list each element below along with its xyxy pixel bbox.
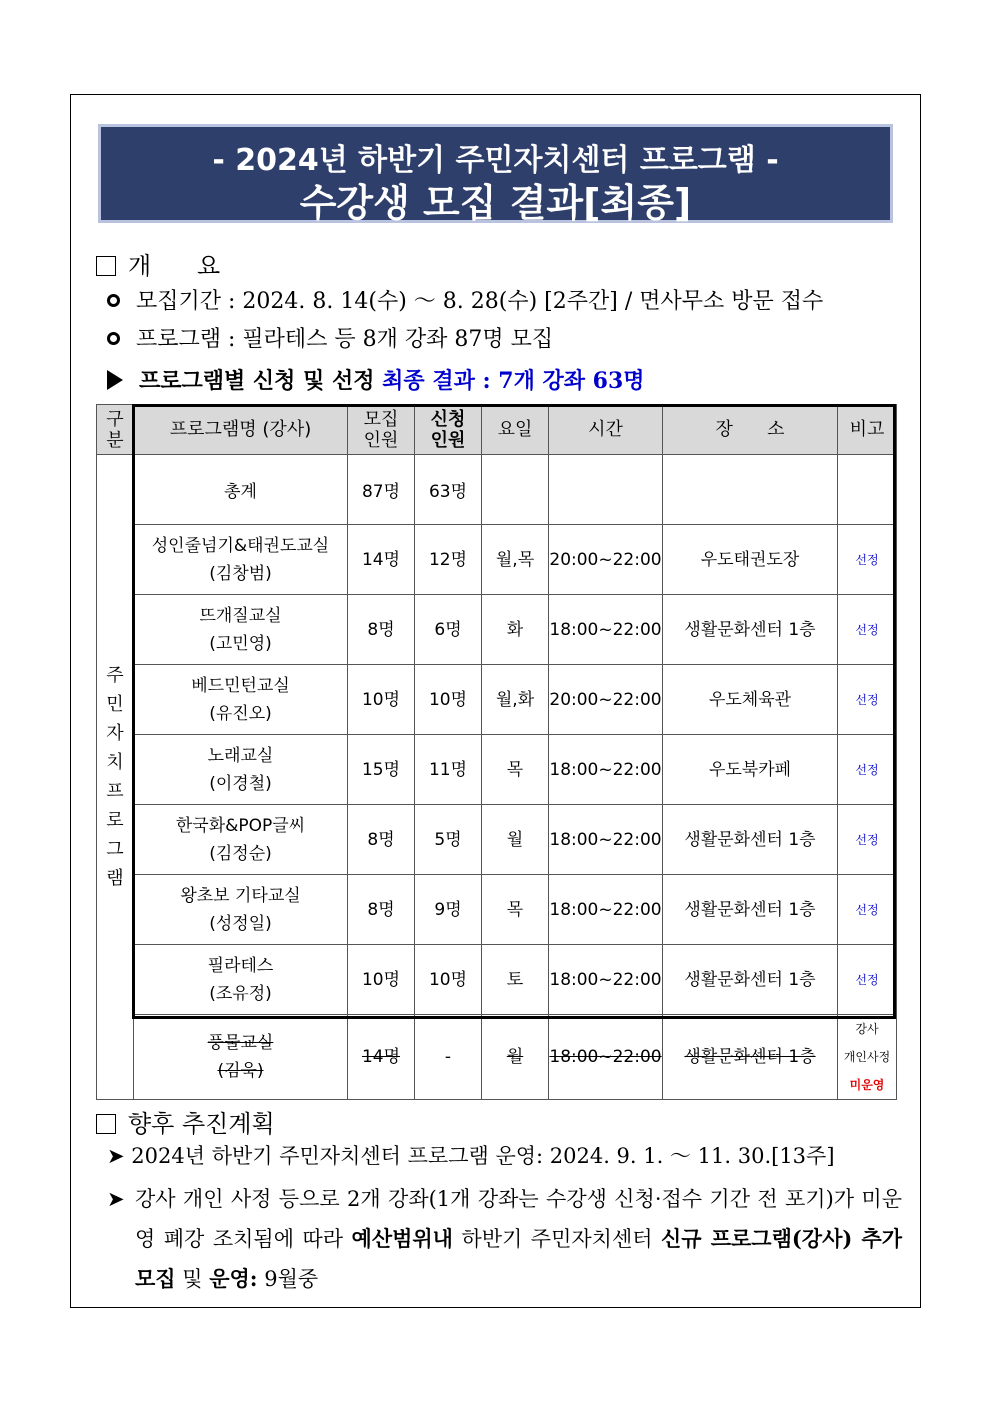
- apply-cell: 12명: [415, 525, 482, 595]
- plan-heading: 향후 추진계획: [96, 1104, 275, 1139]
- title-line-2: 수강생 모집 결과[최종]: [299, 181, 692, 225]
- day-cell: 목: [482, 735, 549, 805]
- day-cell: 토: [482, 945, 549, 1015]
- day-cell: 화: [482, 595, 549, 665]
- status-badge: 선정: [838, 525, 897, 595]
- plan-item-1: ➤ 2024년 하반기 주민자치센터 프로그램 운영: 2024. 9. 1. ～ 11. 30.[13주]: [107, 1144, 835, 1168]
- time-cell: 18:00~22:00: [549, 945, 663, 1015]
- overview-result: 프로그램별 신청 및 선정 최종 결과 : 7개 강좌 63명: [107, 364, 645, 395]
- recruit-cell: 8명: [348, 875, 415, 945]
- status-badge: 선정: [838, 805, 897, 875]
- day-cell: 월: [482, 805, 549, 875]
- triangle-bullet-icon: [107, 370, 123, 390]
- program-name-cell: 노래교실 (이경철): [134, 735, 348, 805]
- table-row: [97, 595, 897, 665]
- place-cell: 우도태권도장: [663, 525, 838, 595]
- arrow-bullet-icon: ➤: [107, 1144, 125, 1168]
- day-cell: 월: [482, 1015, 549, 1100]
- recruit-cell: 8명: [348, 595, 415, 665]
- time-cell: 20:00~22:00: [549, 525, 663, 595]
- place-cell: 생활문화센터 1층: [663, 945, 838, 1015]
- time-cell: 18:00~22:00: [549, 1015, 663, 1100]
- recruit-cell: 15명: [348, 735, 415, 805]
- checkbox-square-icon: [96, 1114, 116, 1134]
- table-row: [97, 805, 897, 875]
- time-cell: 18:00~22:00: [549, 875, 663, 945]
- status-badge: 선정: [838, 665, 897, 735]
- place-cell: 생활문화센터 1층: [663, 595, 838, 665]
- day-cell: 월,목: [482, 525, 549, 595]
- arrow-bullet-icon: ➤: [107, 1187, 125, 1211]
- header-day: 요일: [482, 405, 549, 455]
- cancelled-note: 강사 개인사정 미운영: [838, 1015, 897, 1100]
- circle-bullet-icon: [107, 294, 120, 307]
- place-cell: 생활문화센터 1층: [663, 805, 838, 875]
- apply-cell: 11명: [415, 735, 482, 805]
- apply-cell: -: [415, 1015, 482, 1100]
- apply-cell: 9명: [415, 875, 482, 945]
- header-program-name: 프로그램명 (강사): [134, 405, 348, 455]
- day-cell: 목: [482, 875, 549, 945]
- header-apply: 신청 인원: [415, 405, 482, 455]
- recruit-cell: 8명: [348, 805, 415, 875]
- overview-program: 프로그램 : 필라테스 등 8개 강좌 87명 모집: [107, 322, 553, 353]
- table-row: [97, 525, 897, 595]
- time-cell: 20:00~22:00: [549, 665, 663, 735]
- place-cell: 생활문화센터 1층: [663, 875, 838, 945]
- program-name-cell: 베드민턴교실 (유진오): [134, 665, 348, 735]
- plan-item-2: ➤ 강사 개인 사정 등으로 2개 강좌(1개 강좌는 수강생 신청·접수 기간 전 포기)가 미운영 폐강 조치됨에 따라 예산범위내 하반기 주민자치센터 신규 프로그램(강사) 추가 모집 및 운영: 9월중: [107, 1179, 902, 1299]
- circle-bullet-icon: [107, 332, 120, 345]
- table-row: [97, 875, 897, 945]
- apply-cell: 5명: [415, 805, 482, 875]
- program-name-cell: 왕초보 기타교실 (성정일): [134, 875, 348, 945]
- category-cell: 주 민 자 치 프 로 그 램: [97, 455, 134, 1100]
- title-line-1: - 2024년 하반기 주민자치센터 프로그램 -: [212, 143, 779, 178]
- recruit-cell: 14명: [348, 1015, 415, 1100]
- table-row: [97, 735, 897, 805]
- apply-cell: 10명: [415, 665, 482, 735]
- recruit-cell: 10명: [348, 945, 415, 1015]
- checkbox-square-icon: [96, 256, 116, 276]
- program-name-cell: 한국화&POP글씨 (김정순): [134, 805, 348, 875]
- apply-cell: 6명: [415, 595, 482, 665]
- program-name-cell: 뜨개질교실 (고민영): [134, 595, 348, 665]
- total-label: 총계: [134, 455, 348, 525]
- table-row: [97, 945, 897, 1015]
- cancelled-row: [97, 1015, 897, 1100]
- time-cell: 18:00~22:00: [549, 595, 663, 665]
- day-cell: 월,화: [482, 665, 549, 735]
- program-table: [96, 404, 897, 1100]
- place-cell: 생활문화센터 1층: [663, 1015, 838, 1100]
- total-row: [97, 455, 897, 525]
- status-badge: 선정: [838, 875, 897, 945]
- table-row: [97, 665, 897, 735]
- header-recruit: 모집 인원: [348, 405, 415, 455]
- header-note: 비고: [838, 405, 897, 455]
- place-cell: 우도체육관: [663, 665, 838, 735]
- program-name-cell: 풍물교실 (김욱): [134, 1015, 348, 1100]
- program-name-cell: 성인줄넘기&태권도교실 (김창범): [134, 525, 348, 595]
- header-category: 구 분: [97, 405, 134, 455]
- recruit-cell: 10명: [348, 665, 415, 735]
- overview-period: 모집기간 : 2024. 8. 14(수) ～ 8. 28(수) [2주간] / 면사무소 방문 접수: [107, 284, 823, 315]
- header-time: 시간: [549, 405, 663, 455]
- total-apply: 63명: [415, 455, 482, 525]
- status-badge: 선정: [838, 595, 897, 665]
- place-cell: 우도북카페: [663, 735, 838, 805]
- recruit-cell: 14명: [348, 525, 415, 595]
- overview-heading: 개 요: [96, 246, 220, 281]
- total-recruit: 87명: [348, 455, 415, 525]
- status-badge: 선정: [838, 945, 897, 1015]
- header-place: 장 소: [663, 405, 838, 455]
- status-badge: 선정: [838, 735, 897, 805]
- title-banner: [98, 124, 893, 223]
- apply-cell: 10명: [415, 945, 482, 1015]
- program-name-cell: 필라테스 (조유정): [134, 945, 348, 1015]
- time-cell: 18:00~22:00: [549, 735, 663, 805]
- time-cell: 18:00~22:00: [549, 805, 663, 875]
